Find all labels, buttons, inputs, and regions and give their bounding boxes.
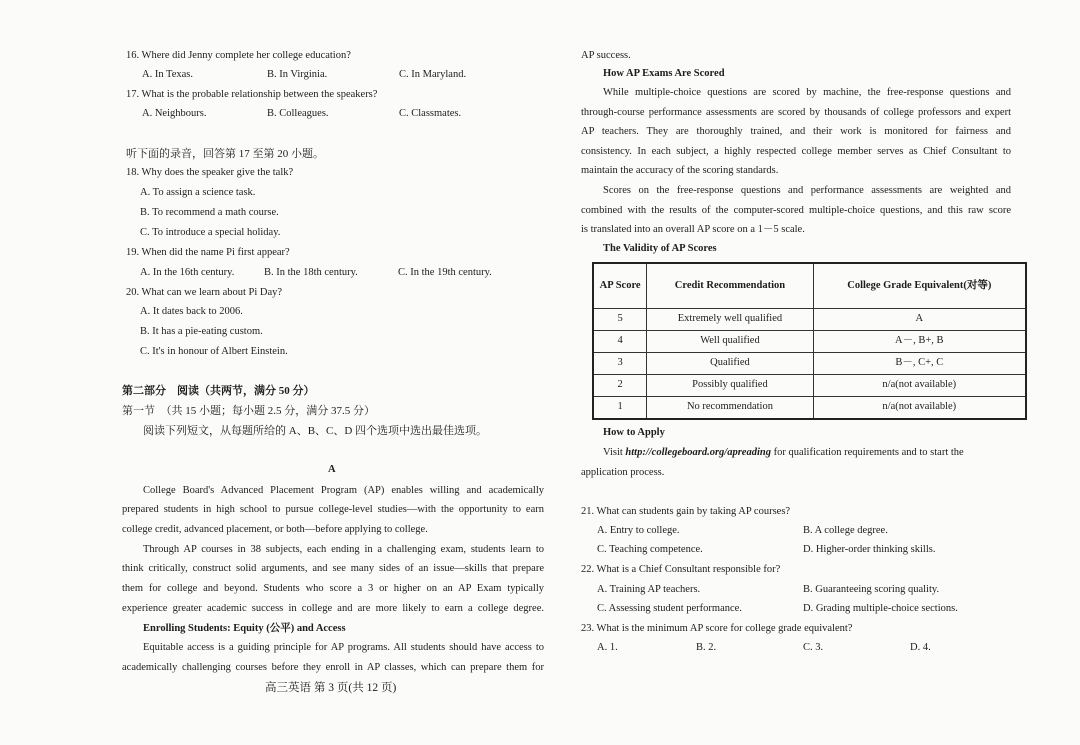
ap-score-table (592, 262, 1027, 420)
grade-cell: n/a(not available) (813, 397, 1026, 420)
score-cell: 3 (593, 353, 647, 375)
para3-continued: AP success. (581, 50, 631, 61)
heading-scored: How AP Exams Are Scored (603, 68, 725, 79)
q17-option-a: A. Neighbours. (142, 108, 207, 119)
q23-option-b: B. 2. (696, 642, 717, 653)
score-cell: 4 (593, 331, 647, 353)
heading-enrolling: Enrolling Students: Equity (公平) and Access (143, 623, 346, 634)
apply-line1 (603, 448, 1011, 459)
apply-suffix: for qualification requirements and to start the (770, 447, 964, 458)
q22-option-a: A. Training AP teachers. (597, 584, 701, 595)
recommendation-cell: Well qualified (647, 331, 813, 353)
para2-line3: them for college and beyond. Students who score a 3 or higher on an AP Exam typically (122, 583, 544, 594)
q21-option-d: D. Higher-order thinking skills. (803, 544, 936, 555)
question-23: 23. What is the minimum AP score for college grade equivalent? (581, 623, 853, 634)
question-19: 19. When did the name Pi first appear? (126, 247, 290, 258)
q22-option-c: C. Assessing student performance. (597, 603, 742, 614)
passage-letter: A (328, 464, 336, 475)
q22-option-b: B. Guaranteeing scoring quality. (803, 584, 940, 595)
table-row (593, 375, 1026, 397)
para3-line1: Equitable access is a guiding principle for AP programs. All students should have access to (143, 642, 544, 653)
apply-prefix: Visit (603, 447, 626, 458)
question-20: 20. What can we learn about Pi Day? (126, 287, 283, 298)
recommendation-cell: Possibly qualified (647, 375, 813, 397)
q23-option-c: C. 3. (803, 642, 824, 653)
para4-line2: through-course performance assessments are scored by thousands of college professors and expert (581, 107, 1011, 118)
table-row (593, 397, 1026, 420)
score-cell: 1 (593, 397, 647, 420)
header-credit-recommendation: Credit Recommendation (647, 263, 813, 309)
para2-line2: think critically, construct solid arguments, and see many sides of an issue—skills that prepare (122, 563, 544, 574)
q17-option-b: B. Colleagues. (267, 108, 329, 119)
q18-option-c: C. To introduce a special holiday. (140, 227, 281, 238)
q20-option-b: B. It has a pie-eating custom. (140, 326, 263, 337)
q18-option-b: B. To recommend a math course. (140, 207, 279, 218)
para5-line2: combined with the results of the computer-scored multiple-choice questions, and this raw score (581, 205, 1011, 216)
question-22: 22. What is a Chief Consultant responsible for? (581, 564, 781, 575)
para5-line3: is translated into an overall AP score on a 1－5 scale. (581, 224, 805, 235)
q20-option-c: C. It's in honour of Albert Einstein. (140, 346, 288, 357)
q16-option-a: A. In Texas. (142, 69, 193, 80)
question-18: 18. Why does the speaker give the talk? (126, 167, 294, 178)
q20-option-a: A. It dates back to 2006. (140, 306, 243, 317)
para4-line1: While multiple-choice questions are scored by machine, the free-response questions and (603, 87, 1011, 98)
q21-option-a: A. Entry to college. (597, 525, 680, 536)
recommendation-cell: Extremely well qualified (647, 309, 813, 331)
para1-line2: prepared students in high school to pursue college-level studies—with the opportunity to earn (122, 504, 544, 515)
q17-option-c: C. Classmates. (399, 108, 462, 119)
listening-instruction: 听下面的录音，回答第 17 至第 20 小题。 (126, 148, 324, 160)
table-row (593, 353, 1026, 375)
score-cell: 5 (593, 309, 647, 331)
part-two-title: 第二部分 阅读（共两节，满分 50 分） (122, 385, 315, 397)
recommendation-cell: No recommendation (647, 397, 813, 420)
question-21: 21. What can students gain by taking AP courses? (581, 506, 791, 517)
score-cell: 2 (593, 375, 647, 397)
table-header-row (593, 263, 1026, 309)
q19-option-c: C. In the 19th century. (398, 267, 492, 278)
recommendation-cell: Qualified (647, 353, 813, 375)
para4-line3: AP teachers. They are thoroughly trained, and their work is monitored for fairness and (581, 126, 1011, 137)
para5-line1: Scores on the free-response questions and performance assessments are weighted and (603, 185, 1011, 196)
para4-line5: maintain the accuracy of the scoring standards. (581, 165, 779, 176)
q16-option-c: C. In Maryland. (399, 69, 467, 80)
grade-cell: A (813, 309, 1026, 331)
para2-line4: experience greater academic success in college and are more likely to earn a college degree. (122, 603, 544, 614)
q19-option-a: A. In the 16th century. (140, 267, 235, 278)
question-17: 17. What is the probable relationship between the speakers? (126, 89, 378, 100)
reading-instruction: 阅读下列短文，从每题所给的 A、B、C、D 四个选项中选出最佳选项。 (143, 425, 488, 437)
q18-option-a: A. To assign a science task. (140, 187, 256, 198)
section-one-title: 第一节 （共 15 小题；每小题 2.5 分，满分 37.5 分） (122, 405, 375, 417)
heading-apply: How to Apply (603, 427, 665, 438)
q23-option-d: D. 4. (910, 642, 931, 653)
grade-cell: A－, B+, B (813, 331, 1026, 353)
page-footer: 高三英语 第 3 页(共 12 页) (265, 682, 397, 694)
para3-line2: academically challenging courses before they enroll in AP classes, which can prepare them for (122, 662, 544, 673)
table-row (593, 309, 1026, 331)
table-row (593, 331, 1026, 353)
apply-url[interactable]: http://collegeboard.org/apreading (625, 447, 771, 458)
header-ap-score: AP Score (593, 263, 647, 309)
heading-validity: The Validity of AP Scores (603, 243, 717, 254)
header-grade-equivalent: College Grade Equivalent(对等) (813, 263, 1026, 309)
apply-line2: application process. (581, 467, 665, 478)
grade-cell: n/a(not available) (813, 375, 1026, 397)
para2-line1: Through AP courses in 38 subjects, each ending in a challenging exam, students learn to (143, 544, 544, 555)
q23-option-a: A. 1. (597, 642, 618, 653)
q22-option-d: D. Grading multiple-choice sections. (803, 603, 958, 614)
q16-option-b: B. In Virginia. (267, 69, 328, 80)
grade-cell: B－, C+, C (813, 353, 1026, 375)
para1-line3: college credit, advanced placement, or both—before applying to college. (122, 524, 428, 535)
q21-option-b: B. A college degree. (803, 525, 888, 536)
question-16: 16. Where did Jenny complete her college education? (126, 50, 351, 61)
para4-line4: consistency. In each subject, a highly respected college member serves as Chief Consultant to (581, 146, 1011, 157)
q19-option-b: B. In the 18th century. (264, 267, 358, 278)
q21-option-c: C. Teaching competence. (597, 544, 703, 555)
para1-line1: College Board's Advanced Placement Program (AP) enables willing and academically (143, 485, 544, 496)
